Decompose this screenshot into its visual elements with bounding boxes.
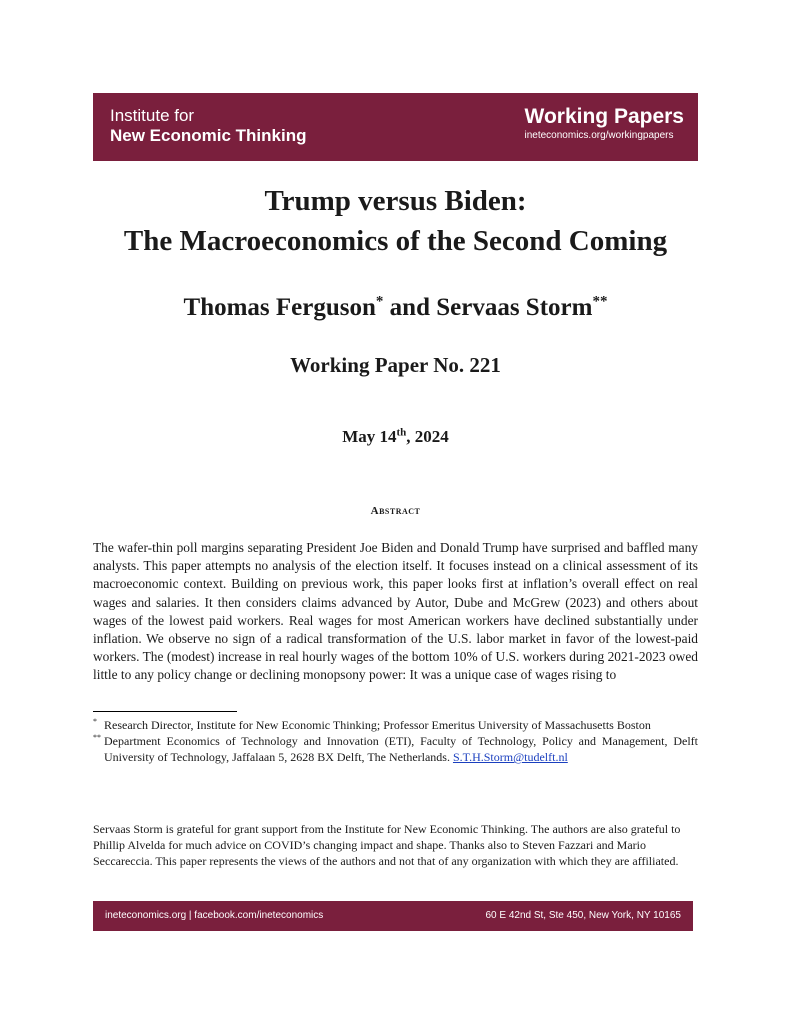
date-prefix: May 14 xyxy=(342,427,397,446)
date-rest: , 2024 xyxy=(406,427,449,446)
title-line-2: The Macroeconomics of the Second Coming xyxy=(123,225,668,257)
author-2: Servaas Storm xyxy=(436,294,593,321)
abstract-heading: Abstract xyxy=(370,505,421,517)
series-url[interactable]: ineteconomics.org/workingpapers xyxy=(524,130,674,141)
footer-address: 60 E 42nd St, Ste 450, New York, NY 10165 xyxy=(485,910,681,921)
footnote-2-text: Department Economics of Technology and Innovation (ETI), Faculty of Technology, Policy and Management, Delft University of Technology, Jaffalaan 5, 2628 BX Delft, The Netherlands. xyxy=(104,734,698,764)
abstract-text: The wafer-thin poll margins separating President Joe Biden and Donald Trump have surprised and baffled many analysts. This paper attempts no analysis of the election itself. It focuses instead on a clinical assessment of its macroeconomic context. Building on previous work, this paper looks first at inflation’s overall effect on real wages and salaries. It then considers claims advanced by Autor, Dube and McGrew (2023) and others about wages of the lowest paid workers. Real wages for most American workers have declined substantially under inflation. We observe no sign of a radical transformation of the U.S. labor market in favor of the lowest-paid workers. The (modest) increase in real hourly wages of the bottom 10% of U.S. workers during 2021-2023 owed little to any policy change or declining monopsony power: It was a unique case of wages rising to xyxy=(93,540,698,683)
footer-bar xyxy=(93,901,693,931)
footnote-1-text: Research Director, Institute for New Economic Thinking; Professor Emeritus University of Massachusetts Boston xyxy=(104,718,651,732)
series-title: Working Papers xyxy=(524,105,684,128)
logo-line-1: Institute for xyxy=(110,106,195,125)
header-banner xyxy=(93,93,698,161)
author-1-footnote-mark: * xyxy=(375,293,384,310)
paper-title xyxy=(0,181,791,261)
title-line-1: Trump versus Biden: xyxy=(264,185,527,217)
institute-logo xyxy=(110,106,306,146)
publication-date xyxy=(0,424,791,450)
footnote-2 xyxy=(93,733,698,765)
author-2-footnote-mark: ** xyxy=(592,293,608,310)
author-line xyxy=(0,290,791,326)
date-ordinal: th xyxy=(396,426,407,439)
author-1: Thomas Ferguson xyxy=(183,294,376,321)
series-label xyxy=(525,105,685,143)
footnote-2-mark: ** xyxy=(93,733,101,742)
logo-line-2: New Economic Thinking xyxy=(110,126,307,145)
footer-links[interactable]: ineteconomics.org | facebook.com/ineteconomics xyxy=(105,910,324,921)
author-email-link[interactable]: S.T.H.Storm@tudelft.nl xyxy=(452,750,568,764)
footnote-divider xyxy=(93,711,237,712)
footnotes xyxy=(93,717,698,765)
footnote-1-mark: * xyxy=(93,717,97,726)
working-paper-number: Working Paper No. 221 xyxy=(290,353,501,377)
footnote-1 xyxy=(93,717,698,733)
acknowledgements: Servaas Storm is grateful for grant support from the Institute for New Economic Thinking. The authors are also grateful to Phillip Alvelda for much advice on COVID’s changing impact and shape. Thanks also to Steven Fazzari and Mario Seccareccia. This paper represents the views of the authors and not that of any organization with which they are affiliated. xyxy=(93,822,681,868)
author-conjunction: and xyxy=(383,294,437,321)
